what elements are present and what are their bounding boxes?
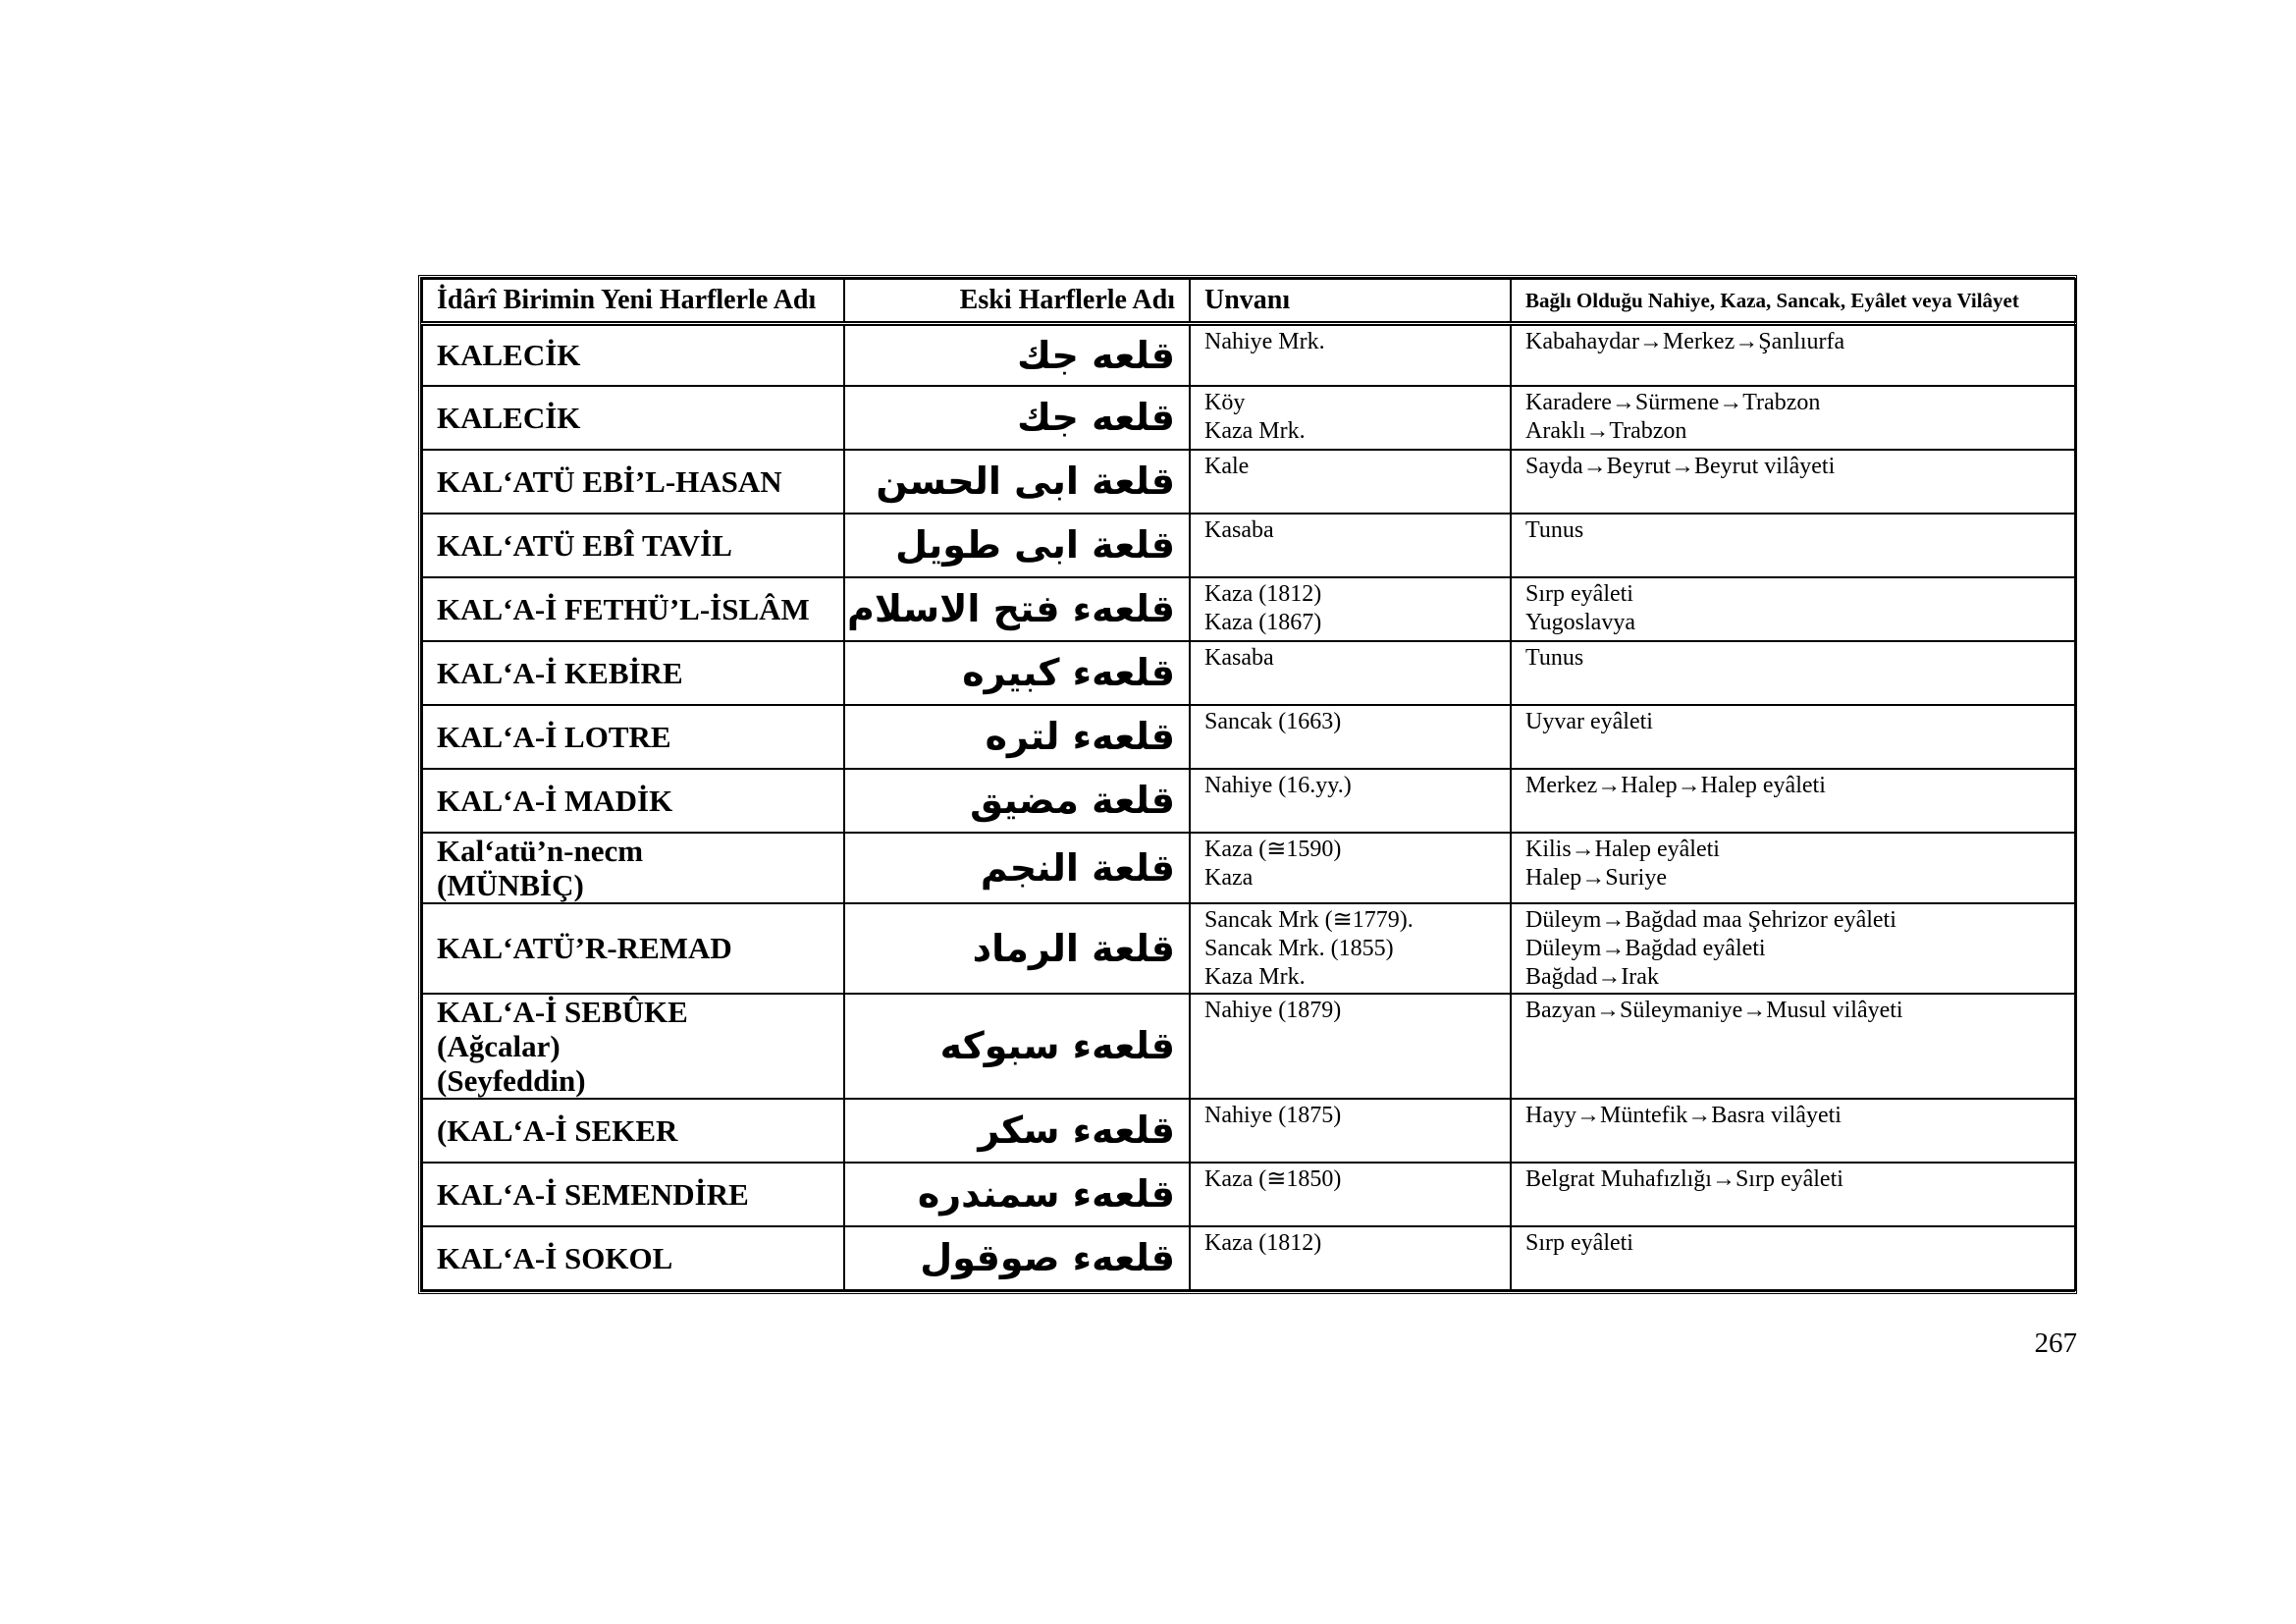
- cell-old-name: قلعة الرماد: [844, 903, 1190, 994]
- header-new-name: İdârî Birimin Yeni Harflerle Adı: [422, 279, 844, 324]
- cell-title: [1190, 994, 1511, 1099]
- table-row: [422, 833, 2075, 903]
- table-row: [422, 705, 2075, 769]
- cell-title-line: Köy: [1204, 389, 1246, 415]
- cell-affiliation-line: Tunus: [1525, 516, 1584, 543]
- cell-title-line: Nahiye (16.yy.): [1204, 772, 1352, 798]
- cell-affiliation-line: Sırp eyâleti: [1525, 580, 1633, 607]
- cell-new-name: [422, 769, 844, 833]
- cell-title: [1190, 577, 1511, 641]
- header-affiliation: Bağlı Olduğu Nahiye, Kaza, Sancak, Eyâlet veya Vilâyet: [1511, 279, 2075, 324]
- cell-new-name-line: KAL‘A-İ KEBİRE: [437, 655, 683, 690]
- cell-new-name: [422, 386, 844, 450]
- cell-old-name: قلعهء سبوكه: [844, 994, 1190, 1099]
- cell-affiliation-line: Hayy→Müntefik→Basra vilâyeti: [1525, 1102, 1842, 1128]
- cell-title: [1190, 386, 1511, 450]
- cell-old-name: قلعة ابى طويل: [844, 514, 1190, 577]
- table-row: [422, 450, 2075, 514]
- cell-title: [1190, 324, 1511, 386]
- cell-new-name-line: (Seyfeddin): [437, 1062, 586, 1098]
- cell-new-name: [422, 450, 844, 514]
- cell-affiliation-line: Sayda→Beyrut→Beyrut vilâyeti: [1525, 453, 1836, 479]
- cell-affiliation: [1511, 386, 2075, 450]
- cell-new-name: [422, 833, 844, 903]
- cell-old-name: قلعة النجم: [844, 833, 1190, 903]
- cell-new-name: [422, 1226, 844, 1290]
- cell-title: [1190, 1226, 1511, 1290]
- cell-old-name: قلعهء لتره: [844, 705, 1190, 769]
- cell-title-line: Kaza (≅1850): [1204, 1165, 1342, 1192]
- cell-new-name-line: KAL‘A-İ SOKOL: [437, 1240, 673, 1275]
- cell-affiliation-line: Bazyan→Süleymaniye→Musul vilâyeti: [1525, 997, 1903, 1023]
- cell-new-name-line: Kal‘atü’n-necm: [437, 833, 644, 868]
- cell-title-line: Nahiye (1875): [1204, 1102, 1342, 1128]
- table-body: [422, 324, 2075, 1290]
- header-title: Unvanı: [1190, 279, 1511, 324]
- header-old-name: Eski Harflerle Adı: [844, 279, 1190, 324]
- cell-new-name-line: (MÜNBİÇ): [437, 867, 584, 902]
- cell-affiliation-line: Merkez→Halep→Halep eyâleti: [1525, 772, 1826, 798]
- cell-title-line: Nahiye Mrk.: [1204, 329, 1325, 354]
- cell-affiliation: [1511, 769, 2075, 833]
- cell-new-name-line: (KAL‘A-İ SEKER: [437, 1112, 678, 1148]
- table-row: [422, 1226, 2075, 1290]
- cell-affiliation: [1511, 641, 2075, 705]
- cell-title-line: Sancak Mrk (≅1779).: [1204, 906, 1414, 933]
- cell-affiliation: [1511, 577, 2075, 641]
- cell-new-name-line: KAL‘A-İ LOTRE: [437, 719, 671, 754]
- cell-title-line: Sancak Mrk. (1855): [1204, 935, 1394, 961]
- table-row: [422, 994, 2075, 1099]
- cell-old-name: قلعهء سمندره: [844, 1163, 1190, 1226]
- cell-title: [1190, 514, 1511, 577]
- gazetteer-table: [421, 278, 2076, 1291]
- cell-affiliation: [1511, 994, 2075, 1099]
- cell-title: [1190, 1099, 1511, 1163]
- cell-old-name: قلعة ابى الحسن: [844, 450, 1190, 514]
- table-row: [422, 769, 2075, 833]
- cell-title-line: Kaza Mrk.: [1204, 963, 1306, 990]
- cell-affiliation-line: Yugoslavya: [1525, 609, 1635, 635]
- cell-new-name: [422, 514, 844, 577]
- cell-title: [1190, 1163, 1511, 1226]
- cell-affiliation: [1511, 324, 2075, 386]
- cell-new-name: [422, 1099, 844, 1163]
- cell-new-name-line: KAL‘A-İ FETHÜ’L-İSLÂM: [437, 591, 810, 626]
- cell-title: [1190, 903, 1511, 994]
- table-row: [422, 386, 2075, 450]
- cell-title-line: Kaza (1867): [1204, 609, 1322, 635]
- cell-new-name-line: KAL‘ATÜ EBÎ TAVİL: [437, 527, 732, 563]
- cell-title-line: Nahiye (1879): [1204, 997, 1342, 1023]
- cell-affiliation-line: Sırp eyâleti: [1525, 1229, 1633, 1256]
- cell-old-name: قلعهء فتح الاسلام: [844, 577, 1190, 641]
- table-row: [422, 514, 2075, 577]
- cell-old-name: قلعه جك: [844, 324, 1190, 386]
- cell-title-line: Kasaba: [1204, 516, 1274, 543]
- cell-title-line: Kaza (1812): [1204, 1229, 1322, 1256]
- cell-new-name: [422, 577, 844, 641]
- cell-affiliation-line: Kabahaydar→Merkez→Şanlıurfa: [1525, 329, 1845, 354]
- cell-title: [1190, 641, 1511, 705]
- cell-new-name-line: KALECİK: [437, 400, 581, 435]
- table-row: [422, 324, 2075, 386]
- cell-new-name: [422, 903, 844, 994]
- cell-title: [1190, 705, 1511, 769]
- cell-affiliation-line: Uyvar eyâleti: [1525, 708, 1653, 734]
- cell-new-name-line: KAL‘ATÜ EBİ’L-HASAN: [437, 463, 782, 499]
- cell-affiliation-line: Bağdad→Irak: [1525, 963, 1659, 990]
- cell-old-name: قلعهء سكر: [844, 1099, 1190, 1163]
- gazetteer-table-frame: [418, 275, 2077, 1294]
- cell-affiliation: [1511, 1226, 2075, 1290]
- cell-affiliation: [1511, 833, 2075, 903]
- cell-affiliation-line: Halep→Suriye: [1525, 864, 1667, 891]
- cell-new-name: [422, 705, 844, 769]
- cell-affiliation-line: Düleym→Bağdad eyâleti: [1525, 935, 1766, 961]
- table-row: [422, 577, 2075, 641]
- cell-old-name: قلعة مضيق: [844, 769, 1190, 833]
- cell-new-name-line: (Ağcalar): [437, 1028, 561, 1063]
- cell-title-line: Kale: [1204, 453, 1250, 479]
- cell-title-line: Kaza Mrk.: [1204, 417, 1306, 444]
- cell-title-line: Kaza (1812): [1204, 580, 1322, 607]
- cell-new-name-line: KALECİK: [437, 338, 581, 373]
- cell-title-line: Sancak (1663): [1204, 708, 1342, 734]
- cell-affiliation: [1511, 450, 2075, 514]
- cell-affiliation-line: Belgrat Muhafızlığı→Sırp eyâleti: [1525, 1165, 1843, 1192]
- cell-new-name-line: KAL‘ATÜ’R-REMAD: [437, 931, 732, 965]
- cell-title-line: Kaza (≅1590): [1204, 836, 1342, 862]
- cell-affiliation-line: Düleym→Bağdad maa Şehrizor eyâleti: [1525, 906, 1896, 933]
- cell-new-name: [422, 994, 844, 1099]
- cell-title-line: Kaza: [1204, 864, 1254, 891]
- cell-new-name-line: KAL‘A-İ SEBÛKE: [437, 994, 688, 1029]
- cell-affiliation-line: Tunus: [1525, 644, 1584, 671]
- table-header-row: [422, 279, 2075, 324]
- table-row: [422, 1099, 2075, 1163]
- cell-title: [1190, 769, 1511, 833]
- cell-new-name-line: KAL‘A-İ MADİK: [437, 783, 673, 818]
- cell-title: [1190, 450, 1511, 514]
- cell-affiliation: [1511, 705, 2075, 769]
- cell-old-name: قلعه جك: [844, 386, 1190, 450]
- cell-affiliation: [1511, 514, 2075, 577]
- cell-new-name: [422, 641, 844, 705]
- cell-title: [1190, 833, 1511, 903]
- cell-new-name-line: KAL‘A-İ SEMENDİRE: [437, 1176, 749, 1212]
- table-row: [422, 641, 2075, 705]
- cell-title-line: Kasaba: [1204, 644, 1274, 671]
- cell-affiliation-line: Araklı→Trabzon: [1525, 417, 1687, 444]
- cell-new-name: [422, 1163, 844, 1226]
- table-row: [422, 903, 2075, 994]
- page-number: 267: [2034, 1327, 2077, 1359]
- cell-affiliation: [1511, 903, 2075, 994]
- cell-new-name: [422, 324, 844, 386]
- cell-old-name: قلعهء صوقول: [844, 1226, 1190, 1290]
- cell-affiliation-line: Karadere→Sürmene→Trabzon: [1525, 389, 1821, 415]
- cell-affiliation: [1511, 1099, 2075, 1163]
- cell-affiliation-line: Kilis→Halep eyâleti: [1525, 836, 1720, 862]
- cell-affiliation: [1511, 1163, 2075, 1226]
- table-row: [422, 1163, 2075, 1226]
- cell-old-name: قلعهء كبيره: [844, 641, 1190, 705]
